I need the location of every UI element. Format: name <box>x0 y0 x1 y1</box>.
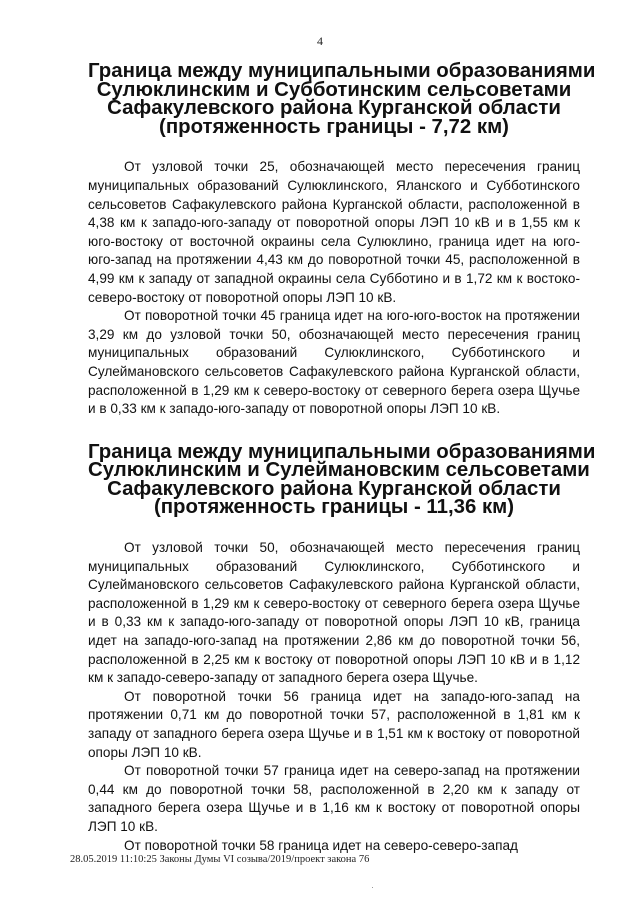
section-border-subbotino <box>88 60 596 419</box>
scan-speck <box>372 887 373 888</box>
section-title-line: Сафакулевского района Курганской области <box>107 477 561 500</box>
section-border-suleimanovo <box>88 440 596 855</box>
section-title-line: Граница между муниципальными образованиями <box>88 60 596 82</box>
section-title-line: Граница между муниципальными образованиями <box>88 440 596 463</box>
document-body <box>88 60 596 855</box>
section-title-line: Сулюклинским и Сулеймановским сельсоветами <box>88 459 590 482</box>
paragraph: От поворотной точки 58 граница идет на северо-северо-запад <box>124 837 518 853</box>
paragraph: От поворотной точки 45 граница идет на юго-юго-восток на протяжении 3,29 км до узловой точки 50, обозначающей место пересечения границ муниципальных образований Сулюклинского, Субботинского и Сулеймановского сельсоветов Сафакулевского района Курганской области, расположенной в 1,29 км к северо-востоку от северного берега озера Щучье и в 0,33 км к западо-юго-западу от поворотной опоры ЛЭП 10 кВ. <box>88 308 580 417</box>
paragraph: От поворотной точки 56 граница идет на западо-юго-запад на протяжении 0,71 км до поворотной точки 57, расположенной в 1,81 км к западу от западного берега озера Щучье и в 1,51 км к востоку от поворотной опоры ЛЭП 10 кВ. <box>88 688 580 760</box>
paragraph: От узловой точки 50, обозначающей место пересечения границ муниципальных образований Сулюклинского, Субботинского и Сулеймановского сельсоветов Сафакулевского района Курганской области, расположенной в 1,29 км к северо-востоку от северного берега озера Щучье и в 0,33 км к западо-юго-западу от поворотной опоры ЛЭП 10 кВ, граница идет на западо-юго-запад на протяжении 2,86 км до поворотной точки 56, расположенной в 2,25 км к востоку от поворотной опоры ЛЭП 10 кВ и в 1,12 км к западо-северо-западу от западного берега озера Щучье. <box>88 540 580 686</box>
section-title-line: Сафакулевского района Курганской области <box>107 97 561 120</box>
section-title <box>88 60 596 138</box>
paragraph: От узловой точки 25, обозначающей место пересечения границ муниципальных образований Сулюклинского, Яланского и Субботинского сельсоветов Сафакулевского района Курганской области, расположенной в 4,38 км к западо-юго-западу от поворотной опоры ЛЭП 10 кВ и в 1,55 км к юго-востоку от восточной окраины села Сулюклино, граница идет на юго-юго-запад на протяжении 4,43 км до поворотной точки 45, расположенной в 4,99 км к западу от западной окраины села Субботино и в 1,72 км к востоко-северо-востоку от поворотной опоры ЛЭП 10 кВ. <box>88 159 580 305</box>
paragraph: От поворотной точки 57 граница идет на северо-запад на протяжении 0,44 км до поворотной точки 58, расположенной в 2,20 км к западу от западного берега озера Щучье и в 1,16 км к востоку от поворотной опоры ЛЭП 10 кВ. <box>88 763 580 834</box>
section-title-line: Сулюклинским и Субботинским сельсоветами <box>96 78 572 101</box>
section-length-line: (протяженность границы - 7,72 км) <box>159 115 509 138</box>
footer-file-path: 28.05.2019 11:10:25 Законы Думы VI созыва/2019/проект закона 76 <box>70 854 370 865</box>
page-number: 4 <box>317 34 323 48</box>
section-title <box>88 440 596 519</box>
section-length-line: (протяженность границы - 11,36 км) <box>153 496 515 519</box>
